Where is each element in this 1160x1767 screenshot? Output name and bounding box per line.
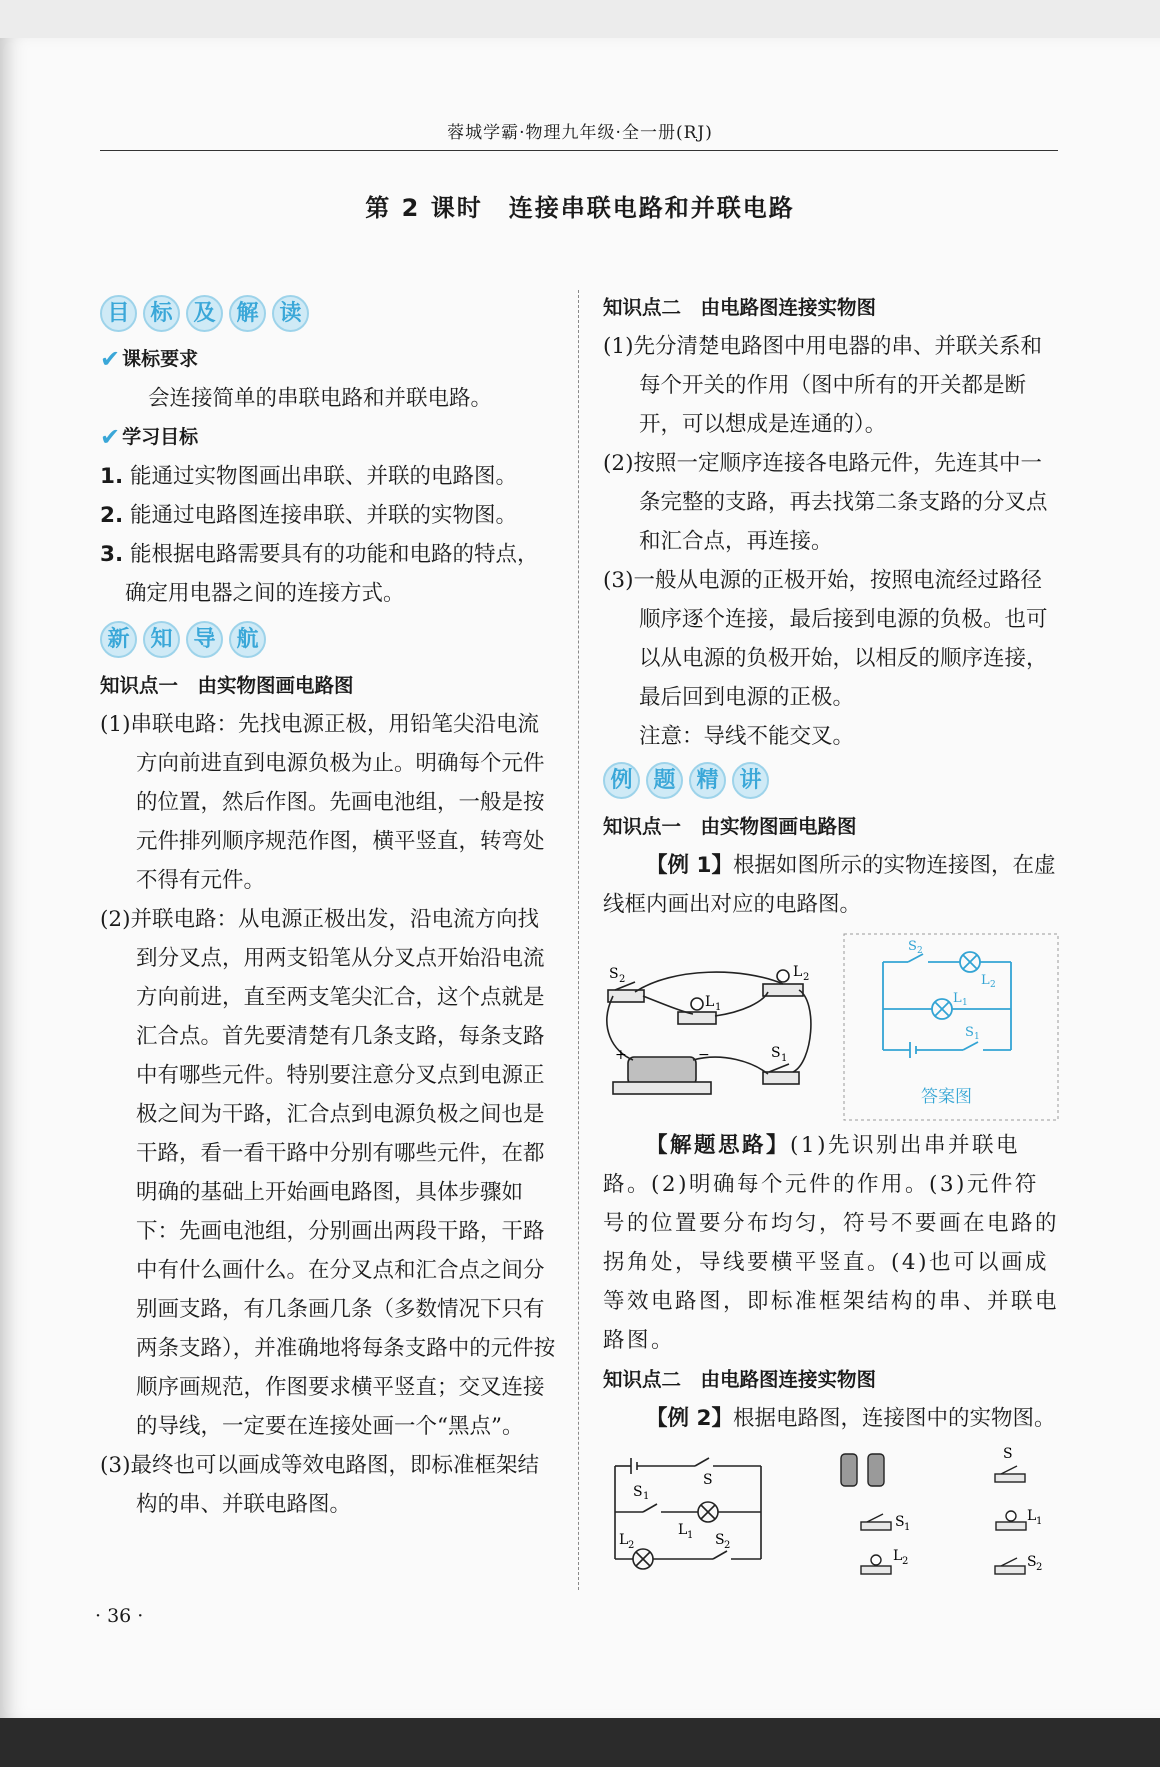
label-l2-sub: 2 bbox=[803, 972, 810, 983]
comp-label-s: S bbox=[1003, 1446, 1013, 1462]
kp2-item: (2)按照一定顺序连接各电路元件，先连其中一条完整的支路，再去找第二条支路的分叉点和汇合点，再连接。 bbox=[603, 451, 1048, 554]
header-rule bbox=[100, 150, 1058, 151]
kp1-item: (1)串联电路：先找电源正极，用铅笔尖沿电流方向前进直到电源负极为止。明确每个元件的位置，然后作图。先画电池组，一般是按元件排列顺序规范作图，横平竖直，转弯处不得有元件。 bbox=[100, 712, 545, 893]
left-column bbox=[100, 295, 558, 1524]
kebiao-heading bbox=[100, 340, 558, 379]
goal-item: 3. 能根据电路需要具有的功能和电路的特点，确定用电器之间的连接方式。 bbox=[100, 542, 539, 606]
battery-base bbox=[613, 1082, 711, 1094]
kp1-item: (2)并联电路：从电源正极出发，沿电流方向找到分叉点，用两支铅笔从分叉点开始沿电流方向前进，直至两支笔尖汇合，这个点就是汇合点。首先要清楚有几条支路，每条支路中有哪些元件。特别要注意分叉点到电源正极之间为干路，汇合点到电源负极之间也是干路，看一看干路中分别有哪些元件，在都明确的基础上开始画电路图，具体步骤如下：先画电池组，分别画出两段干路，干路中有什么画什么。在分叉点和汇合点之间分别画支路，有几条画几条（多数情况下只有两条支路），并准确地将每条支路中的元件按顺序画规范，作图要求横平竖直；交叉连接的导线，一定要在连接处画一个“黑点”。 bbox=[100, 907, 556, 1439]
wire bbox=[635, 972, 783, 992]
label-l1: L bbox=[705, 994, 715, 1010]
comp-label-l1: L bbox=[1027, 1508, 1037, 1524]
badge-char: 解 bbox=[229, 295, 266, 332]
physical-circuit-drawing bbox=[607, 970, 811, 1094]
example-2: 【例 2】根据电路图，连接图中的实物图。 bbox=[646, 1406, 1056, 1431]
lesson-title: 第 2 课时 连接串联电路和并联电路 bbox=[365, 194, 795, 222]
example-1-svg bbox=[603, 932, 1061, 1122]
badge-char: 航 bbox=[229, 621, 266, 658]
kebiao-text: 会连接简单的串联电路和并联电路。 bbox=[148, 386, 493, 411]
example-1: 【例 1】根据如图所示的实物连接图，在虚线框内画出对应的电路图。 bbox=[603, 853, 1056, 917]
switch-s-symbol bbox=[695, 1458, 709, 1466]
kp2-item: (3)一般从电源的正极开始，按照电流经过路径顺序逐个连接，最后接到电源的负极。也可以从电源的负极开始，以相反的顺序连接，最后回到电源的正极。 bbox=[603, 568, 1048, 710]
switch-lever bbox=[867, 1514, 883, 1522]
switch-s1-symbol bbox=[963, 1042, 978, 1050]
ans-label-s2-sub: 2 bbox=[917, 946, 923, 956]
badge-char: 新 bbox=[100, 621, 137, 658]
top-shadow-band bbox=[0, 0, 1160, 38]
label-l1-sub: 1 bbox=[715, 1002, 722, 1013]
bulb-icon bbox=[871, 1555, 881, 1565]
c2-label-l1: L bbox=[678, 1522, 688, 1538]
checkmark-icon: ✔ bbox=[100, 345, 121, 373]
ans-label-s2: S bbox=[908, 939, 917, 954]
label-s2: S bbox=[609, 966, 619, 982]
column-divider bbox=[578, 290, 579, 1590]
bulb-icon bbox=[1006, 1511, 1016, 1521]
bottom-dark-band bbox=[0, 1718, 1160, 1767]
badge-char: 例 bbox=[603, 762, 640, 799]
label-plus: + bbox=[615, 1047, 627, 1063]
switch-s1-base bbox=[763, 1072, 799, 1084]
battery-cell-2 bbox=[868, 1454, 884, 1486]
example-2-svg bbox=[603, 1444, 1061, 1584]
label-l2: L bbox=[793, 964, 803, 980]
c2-label-l2-sub: 2 bbox=[628, 1540, 635, 1551]
goal-item: 2. 能通过电路图连接串联、并联的实物图。 bbox=[100, 503, 517, 528]
c2-label-s1: S bbox=[633, 1484, 643, 1500]
kp1-item: (3)最终也可以画成等效电路图，即标准框架结构的串、并联电路图。 bbox=[100, 1453, 539, 1517]
comp-label-l1-sub: 1 bbox=[1036, 1516, 1043, 1527]
section-badge-newknowledge bbox=[100, 621, 558, 658]
page-number: · 36 · bbox=[95, 1605, 144, 1627]
section-badge-goals bbox=[100, 295, 558, 332]
note-text: 注意：导线不能交叉。 bbox=[639, 724, 855, 749]
wire bbox=[643, 996, 693, 1014]
switch-lever bbox=[1001, 1558, 1017, 1566]
c2-label-s: S bbox=[703, 1472, 713, 1488]
knowledge-point-1-title: 知识点一 由实物图画电路图 bbox=[100, 674, 354, 697]
c2-label-s1-sub: 1 bbox=[643, 1491, 650, 1502]
comp-label-s2-sub: 2 bbox=[1036, 1562, 1043, 1573]
badge-char: 及 bbox=[186, 295, 223, 332]
comp-label-l2: L bbox=[893, 1548, 903, 1564]
label-minus: − bbox=[698, 1047, 710, 1063]
c2-label-s2: S bbox=[715, 1532, 725, 1548]
bulb-l1-component bbox=[996, 1522, 1026, 1530]
switch-s-component bbox=[995, 1474, 1025, 1482]
switch-s2-base bbox=[608, 990, 644, 1002]
wire bbox=[715, 992, 768, 1016]
ans-label-l2: L bbox=[981, 973, 990, 988]
switch-lever bbox=[1001, 1466, 1017, 1474]
badge-char: 标 bbox=[143, 295, 180, 332]
badge-char: 读 bbox=[272, 295, 309, 332]
bulb-l2-icon bbox=[777, 970, 789, 982]
battery-cell-1 bbox=[841, 1454, 857, 1486]
example-2-components bbox=[841, 1454, 1026, 1574]
bulb-l1-base bbox=[678, 1012, 716, 1024]
comp-label-s1-sub: 1 bbox=[904, 1522, 911, 1533]
battery-pack bbox=[628, 1057, 696, 1085]
badge-char: 精 bbox=[689, 762, 726, 799]
comp-label-l2-sub: 2 bbox=[902, 1556, 909, 1567]
bulb-l2-component bbox=[861, 1566, 891, 1574]
bulb-l1-icon bbox=[691, 998, 703, 1010]
comp-label-s2: S bbox=[1027, 1554, 1037, 1570]
kebiao-label: 课标要求 bbox=[122, 348, 199, 370]
example-kp2-title: 知识点二 由电路图连接实物图 bbox=[603, 1368, 877, 1391]
answer-circuit bbox=[883, 952, 1011, 1058]
checkmark-icon: ✔ bbox=[100, 423, 121, 451]
badge-char: 题 bbox=[646, 762, 683, 799]
running-header: 蓉城学霸·物理九年级·全一册(RJ) bbox=[447, 123, 713, 143]
knowledge-point-2-title: 知识点二 由电路图连接实物图 bbox=[603, 296, 877, 319]
example-2-circuit-diagram bbox=[615, 1458, 761, 1569]
badge-char: 导 bbox=[186, 621, 223, 658]
answer-labels bbox=[908, 939, 996, 1107]
label-s2-sub: 2 bbox=[619, 974, 626, 985]
answer-caption: 答案图 bbox=[921, 1087, 972, 1107]
xuexi-heading bbox=[100, 418, 558, 457]
ans-label-l1: L bbox=[953, 991, 962, 1006]
example-2-figures bbox=[603, 1444, 1061, 1584]
c2-label-l1-sub: 1 bbox=[687, 1530, 694, 1541]
c2-label-s2-sub: 2 bbox=[724, 1540, 731, 1551]
example-kp1-title: 知识点一 由实物图画电路图 bbox=[603, 815, 857, 838]
wire bbox=[793, 990, 811, 1072]
xuexi-label: 学习目标 bbox=[122, 426, 199, 448]
label-s1-sub: 1 bbox=[781, 1053, 788, 1064]
example-1-figures bbox=[603, 932, 1061, 1122]
comp-label-s1: S bbox=[895, 1514, 905, 1530]
badge-char: 目 bbox=[100, 295, 137, 332]
kp2-item: (1)先分清楚电路图中用电器的串、并联关系和每个开关的作用（图中所有的开关都是断开，可以想成是连通的）。 bbox=[603, 334, 1042, 437]
ans-label-s1-sub: 1 bbox=[974, 1032, 980, 1042]
ans-label-l1-sub: 1 bbox=[962, 998, 968, 1008]
label-s1: S bbox=[771, 1045, 781, 1061]
right-column bbox=[603, 288, 1061, 1584]
switch-s1-symbol bbox=[643, 1504, 657, 1512]
switch-s1-lever bbox=[769, 1064, 789, 1072]
ans-label-l2-sub: 2 bbox=[990, 980, 996, 990]
c2-label-l2: L bbox=[619, 1532, 629, 1548]
section-badge-examples bbox=[603, 762, 1061, 799]
switch-s2-component bbox=[995, 1566, 1025, 1574]
solution-approach: 【解题思路】(1)先识别出串并联电路。(2)明确每个元件的作用。(3)元件符号的位置要分布均匀，符号不要画在电路的拐角处，导线要横平竖直。(4)也可以画成等效电路图，即标准框架结构的串、并联电路图。 bbox=[603, 1133, 1060, 1353]
badge-char: 知 bbox=[143, 621, 180, 658]
switch-s2-symbol bbox=[713, 1551, 727, 1559]
ans-label-s1: S bbox=[965, 1025, 974, 1040]
switch-s1-component bbox=[861, 1522, 891, 1530]
bulb-l2-base bbox=[763, 984, 803, 996]
badge-char: 讲 bbox=[732, 762, 769, 799]
goal-item: 1. 能通过实物图画出串联、并联的电路图。 bbox=[100, 464, 517, 489]
